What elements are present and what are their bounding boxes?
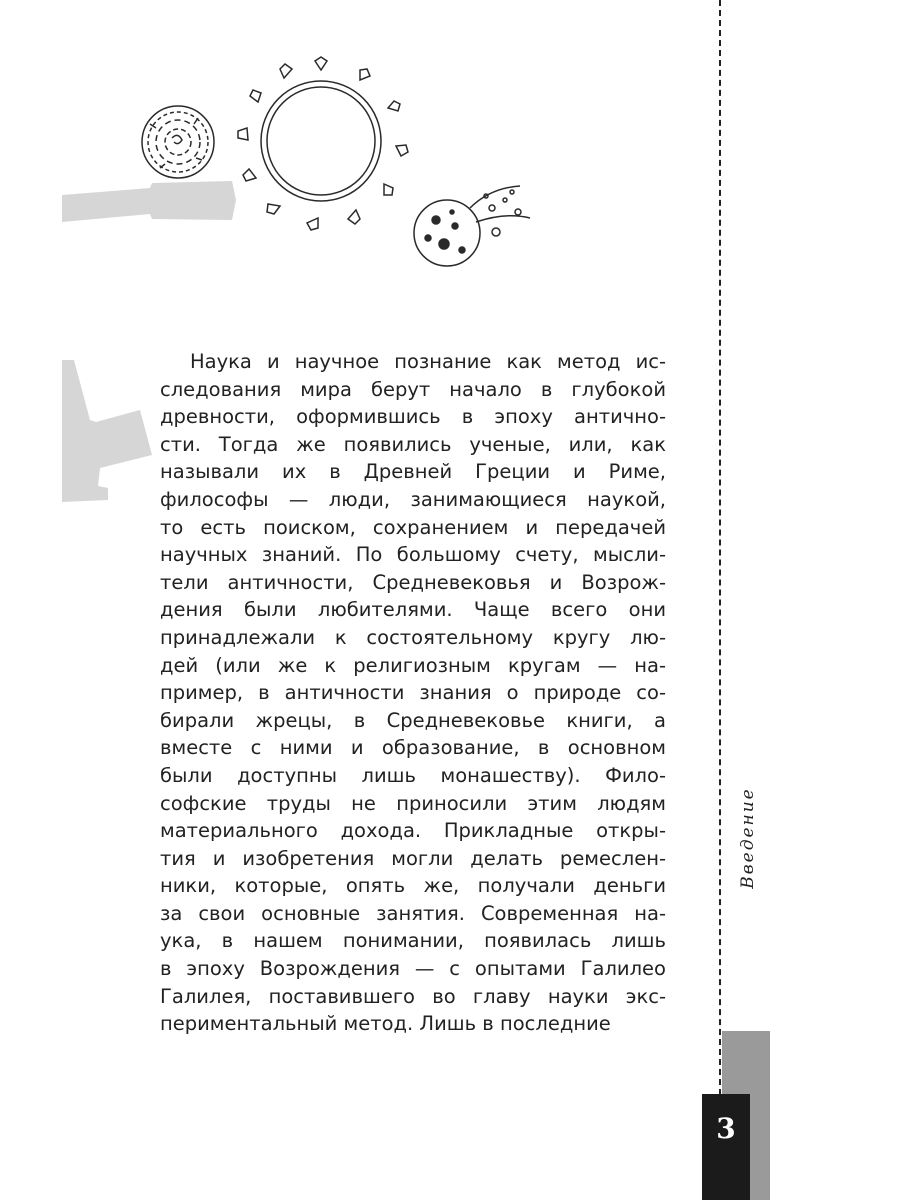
text-line: Наука и научное познание как метод ис- bbox=[190, 350, 666, 373]
text-line: тия и изобретения могли делать ремеслен- bbox=[160, 846, 666, 870]
grey-tab-upper bbox=[722, 1031, 770, 1094]
dashed-page-border bbox=[719, 0, 721, 1095]
sun-icon bbox=[238, 57, 408, 230]
body-text bbox=[160, 348, 666, 1038]
page-number-tab bbox=[702, 1094, 750, 1200]
text-line: сти. Тогда же появились ученые, или, как bbox=[160, 432, 666, 456]
text-line: были доступны лишь монашеству). Фило- bbox=[160, 763, 666, 787]
telescope-mount-icon bbox=[0, 360, 160, 510]
grey-tab-lower bbox=[750, 1094, 770, 1200]
text-line: вместе с ними и образование, в основном bbox=[160, 736, 666, 760]
text-line: то есть поиском, сохранением и передачей bbox=[160, 515, 666, 539]
text-line: принадлежали к состоятельному кругу лю- bbox=[160, 625, 666, 649]
text-line: ука, в нашем понимании, появилась лишь bbox=[160, 929, 666, 953]
text-line: следования мира берут начало в глубокой bbox=[160, 377, 666, 401]
text-line: бирали жрецы, в Средневековье книги, а bbox=[160, 708, 666, 732]
text-line: периментальный метод. Лишь в последние bbox=[160, 1012, 611, 1036]
text-line: дения были любителями. Чаще всего они bbox=[160, 598, 666, 622]
page-number: 3 bbox=[716, 1112, 736, 1145]
text-line: философы — люди, занимающиеся наукой, bbox=[160, 487, 666, 511]
text-line: за свои основные занятия. Современная на- bbox=[160, 901, 666, 925]
text-line: называли их в Древней Греции и Риме, bbox=[160, 460, 666, 484]
text-line: дей (или же к религиозным кругам — на- bbox=[160, 653, 666, 677]
space-illustration bbox=[0, 0, 560, 300]
text-line: материального дохода. Прикладные откры- bbox=[160, 819, 666, 843]
section-label: Введение bbox=[738, 787, 758, 889]
text-line: научных знаний. По большому счету, мысли- bbox=[160, 543, 666, 567]
text-line: в эпоху Возрождения — с опытами Галилео bbox=[160, 957, 666, 981]
text-line: пример, в античности знания о природе со- bbox=[160, 681, 666, 705]
meteor-icon bbox=[414, 186, 530, 266]
text-line: тели античности, Средневековья и Возрож- bbox=[160, 570, 666, 594]
text-line: ники, которые, опять же, получали деньги bbox=[160, 874, 666, 898]
telescope-icon bbox=[62, 181, 236, 222]
text-line: древности, оформившись в эпоху антично- bbox=[160, 405, 666, 429]
text-line: софские труды не приносили этим людям bbox=[160, 791, 666, 815]
moon-icon bbox=[142, 106, 214, 178]
text-line: Галилея, поставившего во главу науки экс- bbox=[160, 984, 666, 1008]
